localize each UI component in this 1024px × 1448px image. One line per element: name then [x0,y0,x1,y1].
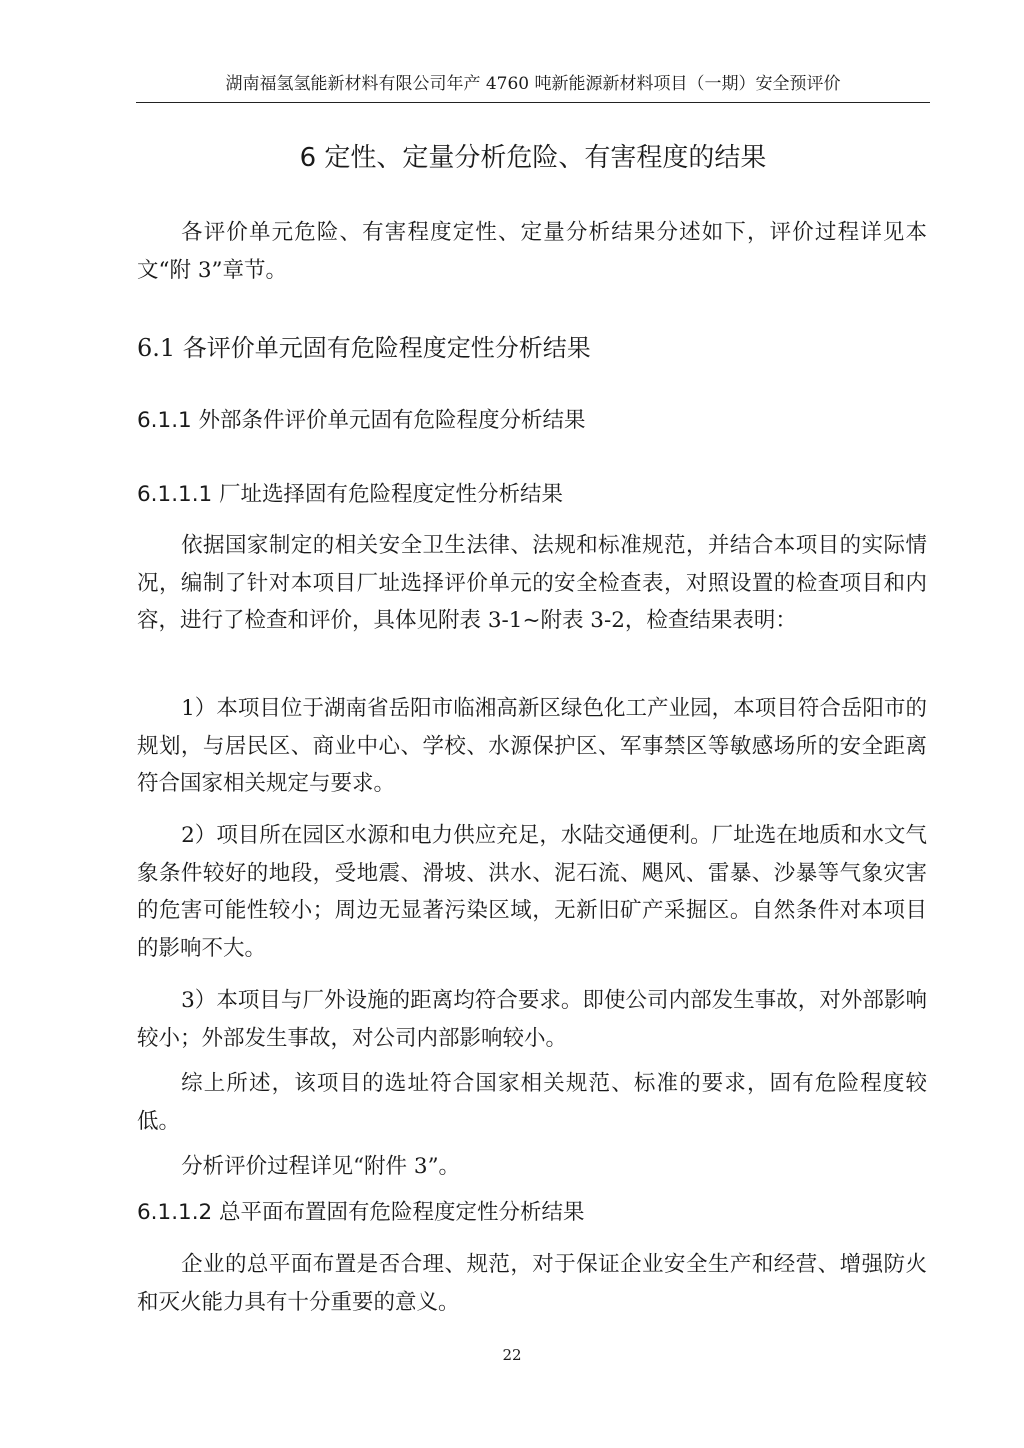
chapter-intro-paragraph: 各评价单元危险、有害程度定性、定量分析结果分述如下，评价过程详见本文“附 3”章节。 [137,220,927,283]
site-selection-paragraph-3: 3）本项目与厂外设施的距离均符合要求。即使公司内部发生事故，对外部影响较小；外部发生事故，对公司内部影响较小。 [137,988,927,1051]
page-number: 22 [502,1346,522,1364]
layout-paragraph: 企业的总平面布置是否合理、规范，对于保证企业安全生产和经营、增强防火和灭火能力具有十分重要的意义。 [137,1252,927,1315]
section-6-1-1-2-heading: 6.1.1.2 总平面布置固有危险程度定性分析结果 [137,1200,585,1225]
running-header: 湖南福氢氢能新材料有限公司年产 4760 吨新能源新材料项目（一期）安全预评价 [136,72,930,103]
site-selection-paragraph-2: 2）项目所在园区水源和电力供应充足，水陆交通便利。厂址选在地质和水文气象条件较好的地段，受地震、滑坡、洪水、泥石流、飓风、雷暴、沙暴等气象灾害的危害可能性较小；周边无显著污染区域，无新旧矿产采掘区。自然条件对本项目的影响不大。 [137,823,927,961]
section-6-1-1-heading: 6.1.1 外部条件评价单元固有危险程度分析结果 [137,408,586,433]
site-selection-reference-paragraph: 分析评价过程详见“附件 3”。 [181,1154,461,1179]
chapter-title: 6 定性、定量分析危险、有害程度的结果 [299,143,767,173]
site-selection-paragraph-basis: 依据国家制定的相关安全卫生法律、法规和标准规范，并结合本项目的实际情况，编制了针对本项目厂址选择评价单元的安全检查表，对照设置的检查项目和内容，进行了检查和评价，具体见附表 3-1~附表 3-2，检查结果表明： [137,533,927,633]
section-6-1-1-1-heading: 6.1.1.1 厂址选择固有危险程度定性分析结果 [137,482,564,507]
site-selection-paragraph-1: 1）本项目位于湖南省岳阳市临湘高新区绿色化工产业园，本项目符合岳阳市的规划，与居民区、商业中心、学校、水源保护区、军事禁区等敏感场所的安全距离符合国家相关规定与要求。 [137,696,927,796]
site-selection-summary-paragraph: 综上所述，该项目的选址符合国家相关规范、标准的要求，固有危险程度较低。 [137,1071,927,1134]
section-6-1-heading: 6.1 各评价单元固有危险程度定性分析结果 [137,334,591,362]
